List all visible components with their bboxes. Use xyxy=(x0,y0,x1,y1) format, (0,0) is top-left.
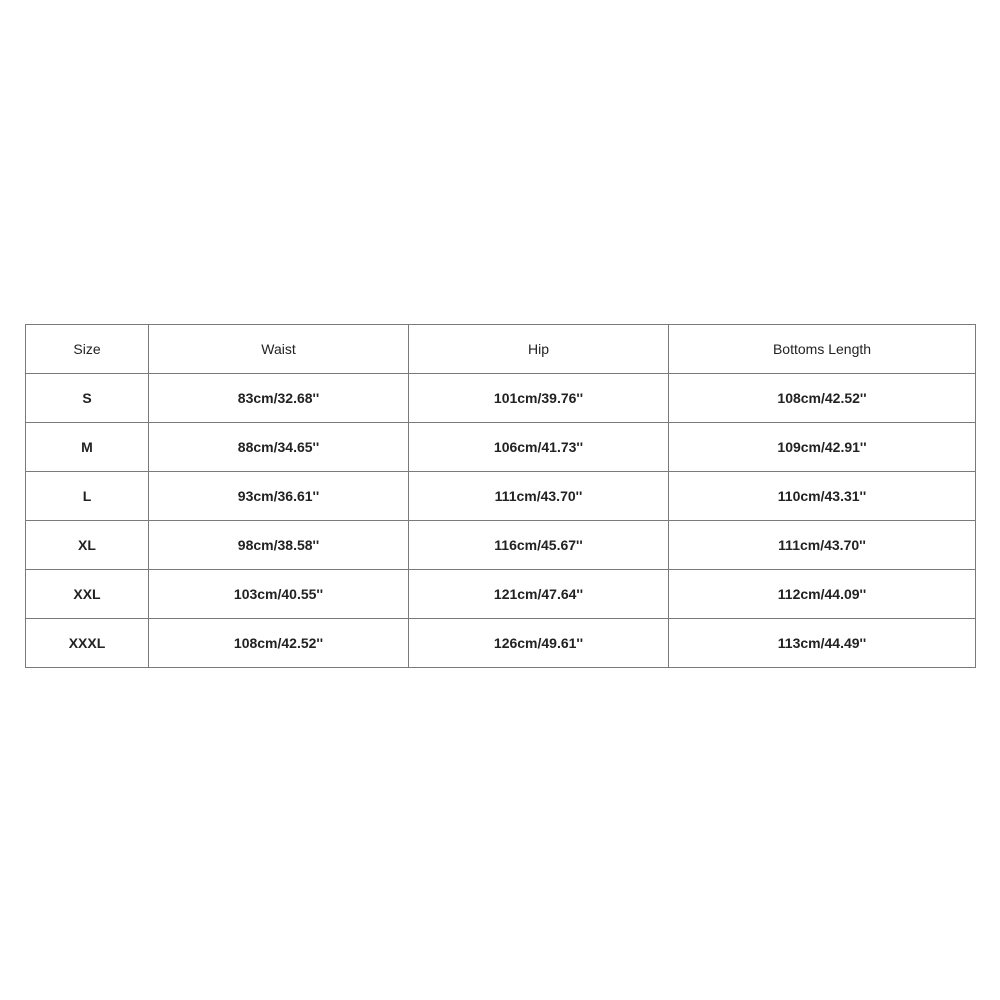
cell-bottoms-length: 108cm/42.52'' xyxy=(669,374,976,423)
table-row xyxy=(26,472,976,521)
cell-size: S xyxy=(26,374,149,423)
header-row xyxy=(26,325,976,374)
cell-hip: 121cm/47.64'' xyxy=(409,570,669,619)
cell-waist: 103cm/40.55'' xyxy=(149,570,409,619)
cell-hip: 106cm/41.73'' xyxy=(409,423,669,472)
header-waist: Waist xyxy=(149,325,409,374)
cell-waist: 98cm/38.58'' xyxy=(149,521,409,570)
table-row xyxy=(26,570,976,619)
cell-size: L xyxy=(26,472,149,521)
cell-size: XXL xyxy=(26,570,149,619)
cell-bottoms-length: 109cm/42.91'' xyxy=(669,423,976,472)
table-row xyxy=(26,374,976,423)
table-row xyxy=(26,423,976,472)
cell-bottoms-length: 110cm/43.31'' xyxy=(669,472,976,521)
table-row xyxy=(26,521,976,570)
header-bottoms-length: Bottoms Length xyxy=(669,325,976,374)
cell-bottoms-length: 113cm/44.49'' xyxy=(669,619,976,668)
cell-size: M xyxy=(26,423,149,472)
cell-hip: 101cm/39.76'' xyxy=(409,374,669,423)
table-row xyxy=(26,619,976,668)
cell-size: XL xyxy=(26,521,149,570)
cell-waist: 93cm/36.61'' xyxy=(149,472,409,521)
cell-bottoms-length: 112cm/44.09'' xyxy=(669,570,976,619)
cell-bottoms-length: 111cm/43.70'' xyxy=(669,521,976,570)
table-body xyxy=(26,374,976,668)
size-chart-table xyxy=(25,324,976,668)
cell-waist: 88cm/34.65'' xyxy=(149,423,409,472)
cell-hip: 111cm/43.70'' xyxy=(409,472,669,521)
cell-waist: 83cm/32.68'' xyxy=(149,374,409,423)
cell-waist: 108cm/42.52'' xyxy=(149,619,409,668)
header-size: Size xyxy=(26,325,149,374)
table-header xyxy=(26,325,976,374)
cell-size: XXXL xyxy=(26,619,149,668)
cell-hip: 116cm/45.67'' xyxy=(409,521,669,570)
header-hip: Hip xyxy=(409,325,669,374)
cell-hip: 126cm/49.61'' xyxy=(409,619,669,668)
